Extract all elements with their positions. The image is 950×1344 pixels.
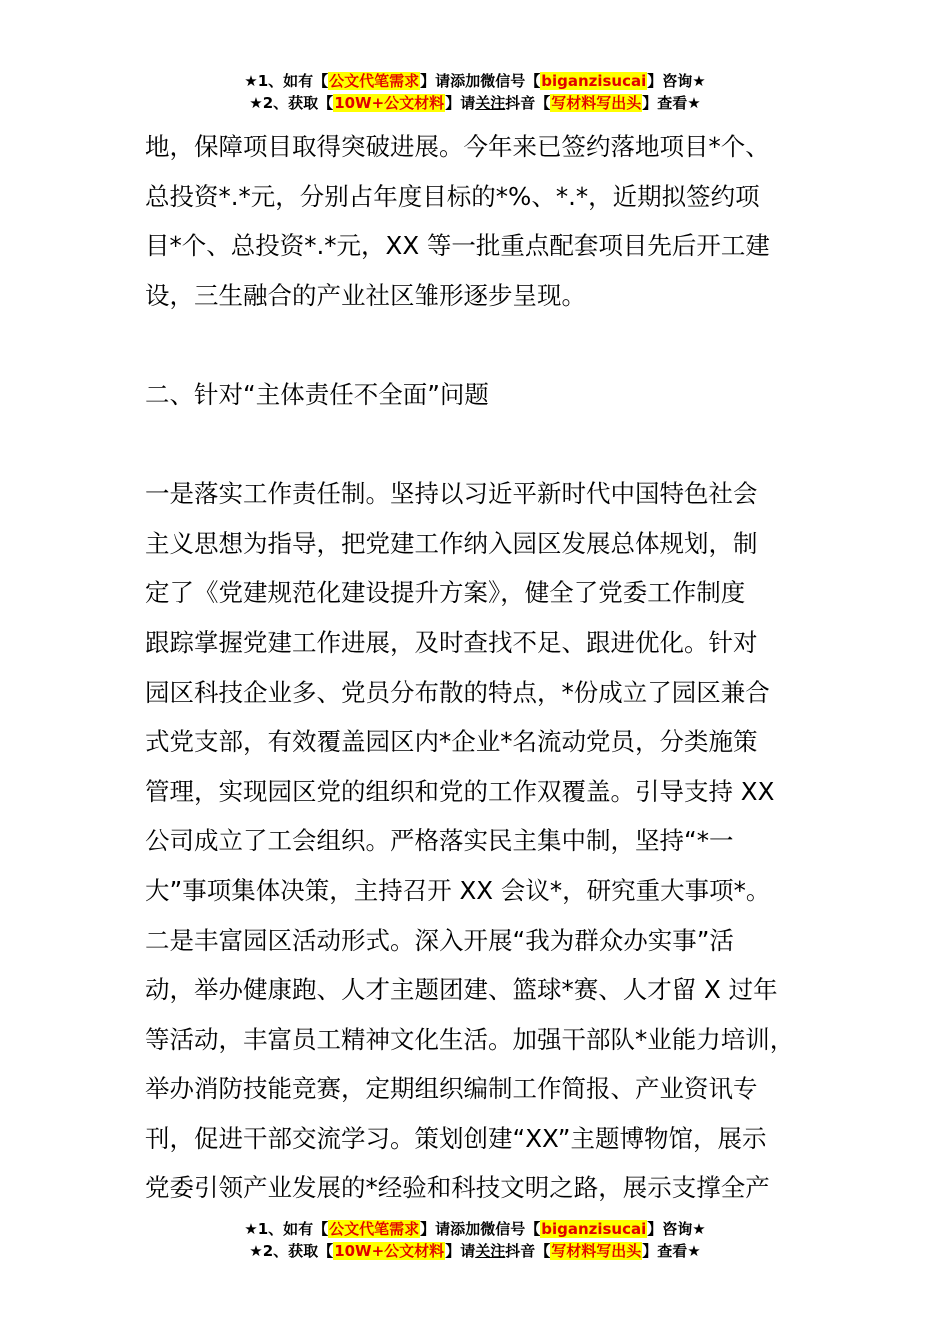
highlight-wechat-id: biganzisucai <box>541 72 647 90</box>
body-line: 管理，实现园区党的组织和党的工作双覆盖。引导支持 XX <box>145 776 775 806</box>
banner-text: 抖音【 <box>505 1242 551 1260</box>
banner-text: ★1、如有【 <box>244 72 329 90</box>
highlight-materials: 10W+公文材料 <box>334 1242 445 1260</box>
paragraph-gap <box>145 420 835 470</box>
body-line: 地，保障项目取得突破进展。今年来已签约落地项目*个、 <box>145 132 770 161</box>
body-line: 总投资*.*元，分别占年度目标的*%、*.*，近期拟签约项 <box>145 181 760 211</box>
highlight-douyin: 写材料写出头 <box>551 94 642 112</box>
banner-text: 】咨询★ <box>647 1220 706 1238</box>
banner-text: 微信号【 <box>480 72 541 90</box>
body-line: 刊，促进干部交流学习。策划创建“XX”主题博物馆，展示 <box>145 1123 767 1153</box>
section-heading: 二、针对“主体责任不全面”问题 <box>145 379 489 409</box>
body-line: 跟踪掌握党建工作进展，及时查找不足、跟进优化。针对 <box>145 627 758 657</box>
banner-emphasis: 加 <box>465 72 481 90</box>
footer-banner <box>0 1218 950 1262</box>
banner-text: ★1、如有【 <box>244 1220 329 1238</box>
banner-emphasis: 关注 <box>475 1242 506 1260</box>
highlight-service: 公文代笔需求 <box>329 72 420 90</box>
banner-emphasis: 关注 <box>475 94 506 112</box>
banner-emphasis: 加 <box>465 1220 481 1238</box>
banner-text: 】请添 <box>420 1220 466 1238</box>
banner-text: 】查看★ <box>642 94 701 112</box>
highlight-douyin: 写材料写出头 <box>551 1242 642 1260</box>
banner-line-1 <box>0 70 950 92</box>
banner-text: 】咨询★ <box>647 72 706 90</box>
paragraph-gap <box>145 320 835 370</box>
banner-text: 】请添 <box>420 72 466 90</box>
body-line: 定了《党建规范化建设提升方案》，健全了党委工作制度 <box>145 578 746 608</box>
body-line: 主义思想为指导，把党建工作纳入园区发展总体规划，制 <box>145 528 758 558</box>
banner-line-2 <box>0 92 950 114</box>
body-line: 一是落实工作责任制。坚持以习近平新时代中国特色社会 <box>145 479 758 509</box>
banner-text: 】请 <box>445 94 476 112</box>
highlight-wechat-id: biganzisucai <box>541 1220 647 1238</box>
banner-text: 抖音【 <box>505 94 551 112</box>
body-line: 设，三生融合的产业社区雏形逐步呈现。 <box>145 280 586 310</box>
banner-text: 】请 <box>445 1242 476 1260</box>
body-line: 式党支部，有效覆盖园区内*企业*名流动党员，分类施策 <box>145 727 758 757</box>
body-line: 公司成立了工会组织。严格落实民主集中制，坚持“*一 <box>145 826 734 856</box>
highlight-materials: 10W+公文材料 <box>334 94 445 112</box>
banner-text: 】查看★ <box>642 1242 701 1260</box>
body-line: 举办消防技能竞赛，定期组织编制工作简报、产业资讯专 <box>145 1074 758 1104</box>
body-line: 大”事项集体决策，主持召开 XX 会议*，研究重大事项*。 <box>145 875 771 905</box>
body-line: 动，举办健康跑、人才主题团建、篮球*赛、人才留 X 过年 <box>145 975 778 1005</box>
body-line: 二是丰富园区活动形式。深入开展“我为群众办实事”活 <box>145 925 734 955</box>
banner-line-2 <box>0 1240 950 1262</box>
body-line: 园区科技企业多、党员分布散的特点，*份成立了园区兼合 <box>145 677 770 707</box>
banner-text: ★2、获取【 <box>249 1242 334 1260</box>
banner-text: 微信号【 <box>480 1220 541 1238</box>
header-banner <box>0 70 950 114</box>
body-line: 党委引领产业发展的*经验和科技文明之路，展示支撑全产 <box>145 1173 770 1203</box>
highlight-service: 公文代笔需求 <box>329 1220 420 1238</box>
banner-text: ★2、获取【 <box>249 94 334 112</box>
document-body <box>145 122 835 1213</box>
body-line: 等活动，丰富员工精神文化生活。加强干部队*业能力培训， <box>145 1024 795 1054</box>
body-line: 目*个、总投资*.*元，XX 等一批重点配套项目先后开工建 <box>145 231 770 261</box>
banner-line-1 <box>0 1218 950 1240</box>
